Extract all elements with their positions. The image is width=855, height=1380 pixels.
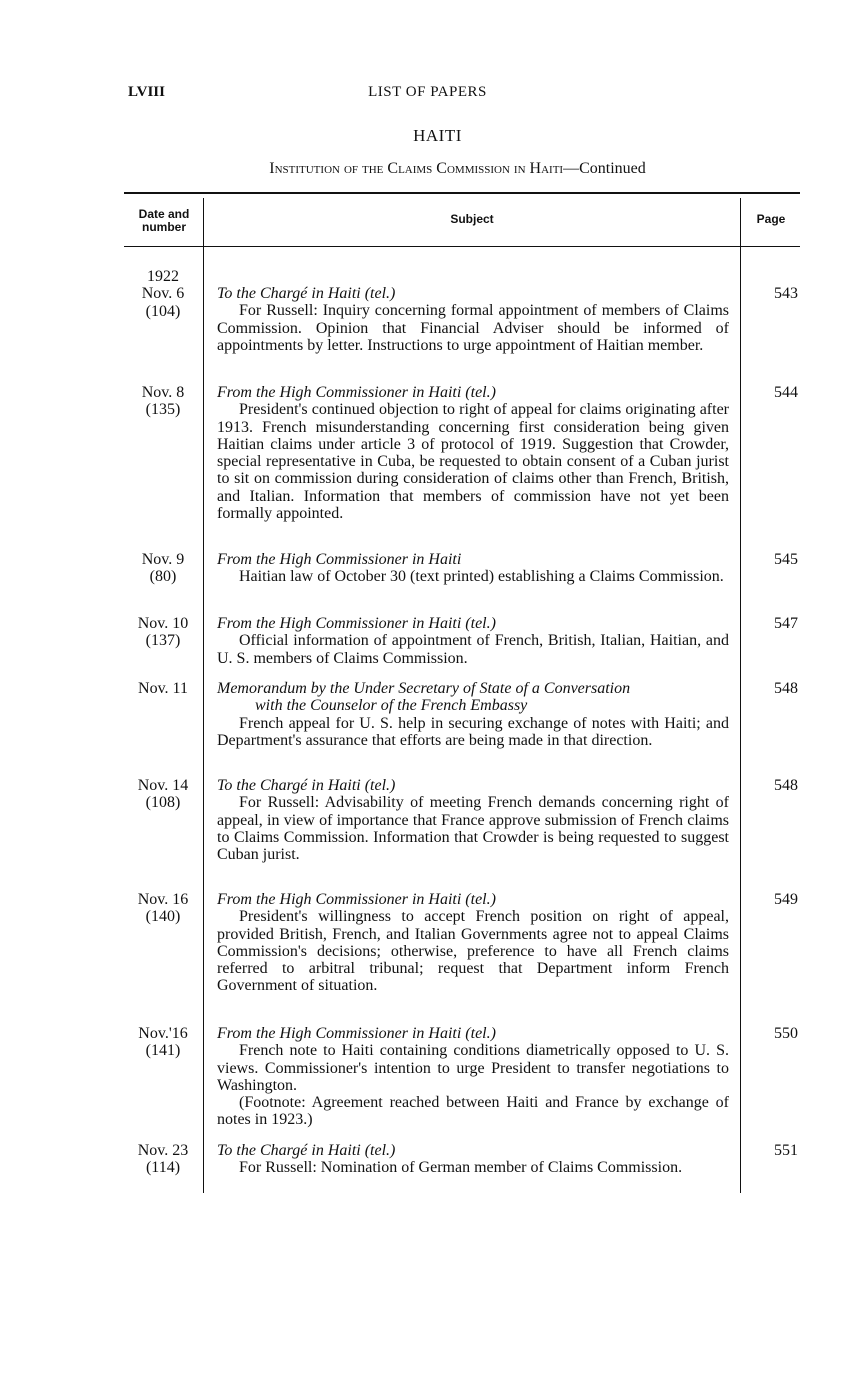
entry-page: 548	[774, 777, 798, 794]
entry-subject	[217, 1142, 729, 1177]
entry-page: 547	[774, 615, 798, 632]
entry-page: 543	[774, 285, 798, 302]
column-divider-right	[740, 198, 741, 1193]
entry-date: Nov. 10	[137, 615, 189, 632]
entry-body: For Russell: Nomination of German member of Claims Commission.	[239, 1159, 683, 1177]
entry-date-cell	[120, 680, 206, 697]
entry-date-cell	[120, 891, 206, 926]
entry-body: For Russell: Inquiry concerning formal appointment of members of Claims Commission. Opinion that Financial Adviser should be informed of appointments by letter. Instructions to urge appointment of Haitian member.	[217, 302, 729, 354]
entry-date-cell	[120, 615, 206, 650]
entry-subject	[217, 891, 729, 995]
entry-page: 544	[774, 384, 798, 401]
entry-title: To the Chargé in Haiti (tel.)	[217, 777, 396, 794]
entry-subject	[217, 680, 729, 749]
subsection-continued: —Continued	[563, 160, 646, 177]
entry-page: 551	[774, 1142, 798, 1159]
entry-body: Haitian law of October 30 (text printed) establishing a Claims Commission.	[239, 568, 724, 586]
entry-number: (135)	[145, 401, 181, 419]
entry-date-cell	[120, 777, 206, 812]
column-header-date	[124, 208, 204, 234]
entry-title: Memorandum by the Under Secretary of State of a Conversation	[217, 680, 631, 697]
entry-date-cell	[120, 551, 206, 586]
entry-subject	[217, 285, 729, 354]
entry-date-cell	[120, 268, 206, 320]
entry-title: To the Chargé in Haiti (tel.)	[217, 285, 396, 302]
entry-number: (137)	[145, 632, 181, 650]
entry-number: (80)	[149, 568, 177, 586]
table-header-rule	[124, 246, 800, 247]
page-number: LVIII	[128, 84, 165, 100]
entry-subject	[217, 777, 729, 863]
entry-subject	[217, 384, 729, 522]
entry-number: (141)	[145, 1042, 181, 1060]
entry-page: 550	[774, 1025, 798, 1042]
subsection-title: Institution of the Claims Commission in Haiti	[269, 160, 564, 177]
entry-title: From the High Commissioner in Haiti (tel.)	[217, 891, 496, 908]
entry-number: (140)	[145, 908, 181, 926]
column-header-page: Page	[756, 212, 786, 226]
entry-date: Nov. 8	[141, 384, 185, 401]
entry-subject	[217, 551, 729, 586]
entry-page: 548	[774, 680, 798, 697]
entry-date-cell	[120, 384, 206, 419]
entry-date: Nov. 16	[137, 891, 189, 908]
entry-number: (114)	[145, 1159, 181, 1177]
column-header-date-line2: number	[141, 220, 186, 234]
entry-year: 1922	[147, 268, 179, 285]
subsection-heading	[0, 160, 855, 178]
entry-title: From the High Commissioner in Haiti (tel.)	[217, 1025, 496, 1042]
entry-number: (104)	[145, 302, 181, 320]
entry-date: Nov. 23	[137, 1142, 189, 1159]
entry-title: From the High Commissioner in Haiti (tel.)	[217, 384, 496, 401]
entry-body: Official information of appointment of French, British, Italian, Haitian, and U. S. members of Claims Commission.	[217, 632, 729, 667]
running-title: LIST OF PAPERS	[368, 84, 487, 100]
entry-title-continued: with the Counselor of the French Embassy	[255, 697, 528, 715]
entry-body: French appeal for U. S. help in securing exchange of notes with Haiti; and Department's assurance that efforts are being made in that direction.	[217, 714, 729, 749]
entry-date-cell	[120, 1142, 206, 1177]
entry-date: Nov. 11	[138, 680, 188, 697]
entry-date-cell	[120, 1025, 206, 1060]
section-heading: HAITI	[413, 126, 462, 145]
entry-page: 545	[774, 551, 798, 568]
entry-subject	[217, 1025, 729, 1129]
entry-number: (108)	[145, 794, 181, 812]
entry-title: From the High Commissioner in Haiti (tel.)	[217, 615, 496, 632]
entry-body: French note to Haiti containing conditions diametrically opposed to U. S. views. Commissioner's intention to urge President to transfer negotiations to Washington.	[217, 1042, 729, 1094]
entry-title: From the High Commissioner in Haiti	[217, 551, 462, 568]
entry-page: 549	[774, 891, 798, 908]
entry-date: Nov. 9	[141, 551, 185, 568]
table-top-rule	[124, 192, 800, 194]
entry-date: Nov. 14	[137, 777, 189, 794]
entry-body: President's continued objection to right of appeal for claims originating after 1913. French misunderstanding concerning first consideration being given Haitian claims under article 3 of protocol of 1919. Suggestion that Crowder, special representative in Cuba, be requested to obtain consent of a Cuban jurist to sit on commission during consideration of claims other than French, British, and Italian. Information that members of commission have not yet been formally appointed.	[217, 401, 729, 523]
entry-body: For Russell: Advisability of meeting French demands concerning right of appeal, in view of importance that France approve submission of French claims to Claims Commission. Information that Crowder is being requested to suggest Cuban jurist.	[217, 794, 729, 864]
column-header-subject: Subject	[450, 212, 494, 226]
entry-body: President's willingness to accept French position on right of appeal, provided British, French, and Italian Governments agree not to appeal Claims Commission's decisions; otherwise, preference to have all French claims referred to arbitral tribunal; request that Department inform French Government of situation.	[217, 908, 729, 995]
entry-date: Nov.'16	[138, 1025, 188, 1042]
entry-subject	[217, 615, 729, 667]
entry-footnote: (Footnote: Agreement reached between Haiti and France by exchange of notes in 1923.)	[217, 1094, 729, 1129]
entry-title: To the Chargé in Haiti (tel.)	[217, 1142, 396, 1159]
entry-date: Nov. 6	[141, 285, 185, 303]
column-header-date-line1: Date and	[138, 207, 190, 221]
